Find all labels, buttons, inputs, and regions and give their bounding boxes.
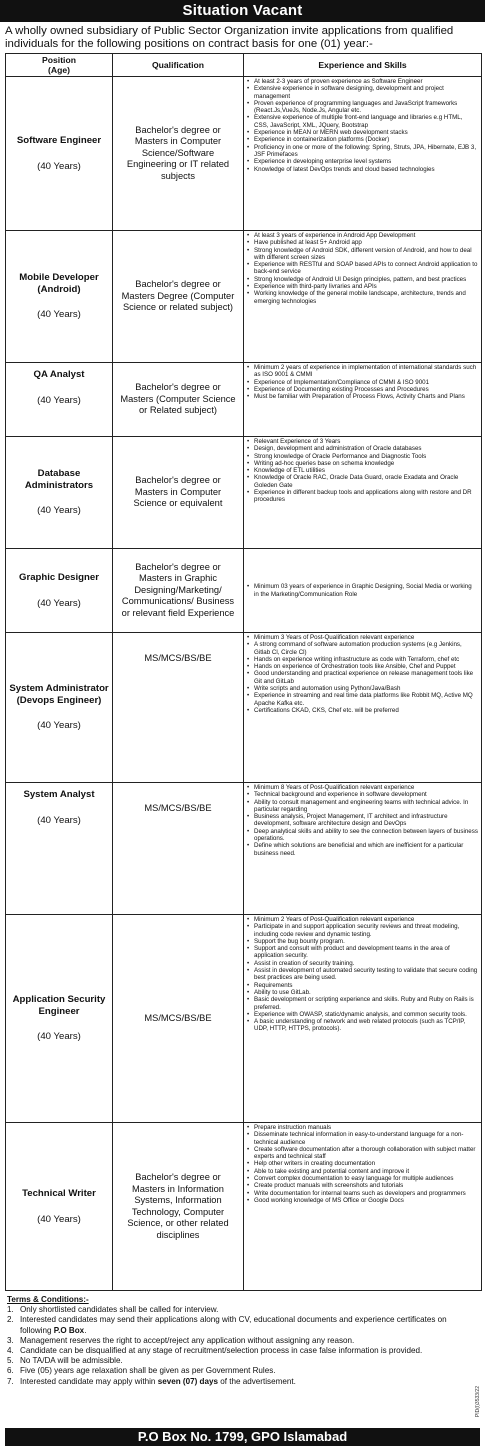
position-cell (6, 633, 113, 783)
experience-cell (244, 231, 482, 363)
skills-list (247, 438, 478, 504)
position-name: QA Analyst (33, 369, 85, 380)
position-age: (40 Years) (37, 1031, 81, 1043)
position-name: Software Engineer (16, 135, 102, 146)
skill-item: • Experience of Implementation/Compliance of CMMI & ISO 9001 (247, 379, 478, 386)
position-age: (40 Years) (37, 1213, 81, 1225)
qualification-cell: Bachelor's degree or Masters (Computer Science or Related subject) (113, 363, 244, 437)
term-number: 4. (7, 1346, 14, 1356)
table-header-row (6, 54, 482, 77)
qualification-cell: Bachelor's degree or Masters in Information Systems, Information Technology, Computer Science, or other related disciplines (113, 1123, 244, 1291)
skill-item: • Create product manuals with screenshots and tutorials (247, 1182, 478, 1189)
term-text: No TA/DA will be admissible. (20, 1356, 123, 1366)
position-cell (6, 915, 113, 1123)
skills-list (247, 634, 478, 714)
qualification-cell: Bachelor's degree or Masters Degree (Computer Science or related subject) (113, 231, 244, 363)
skill-item: • Write documentation for internal teams such as developers and programmers (247, 1190, 478, 1197)
experience-cell (244, 915, 482, 1123)
position-age: (40 Years) (37, 597, 81, 609)
table-row (6, 363, 482, 437)
term-number: 7. (7, 1376, 14, 1386)
skill-item: • Minimum 2 Years of Post-Qualification relevant experience (247, 916, 478, 923)
table-row (6, 915, 482, 1123)
experience-cell (244, 77, 482, 231)
skill-item: • Good working knowledge of MS Office or Google Docs (247, 1197, 478, 1204)
skill-item: • Deep analytical skills and ability to see the connection between layers of business operations. (247, 828, 478, 843)
term-text-tail: of the advertisement. (217, 1376, 296, 1386)
term-number: 5. (7, 1356, 14, 1366)
skill-item: • Participate in and support application security reviews and threat modeling, including code review and dynamic testing. (247, 923, 478, 938)
skill-item: • Create software documentation after a thorough collaboration with subject matter experts and technical staff (247, 1146, 478, 1161)
skill-item: • Experience with third-party livraries and APIs (247, 283, 478, 290)
skill-item: • Convert complex documentation to easy language for multiple audiences (247, 1175, 478, 1182)
skill-item: • Proven experience of programming languages and JavaScript frameworks (React.Js,VueJs, Node.Js, Angular etc. (247, 100, 478, 115)
position-name: Mobile Developer (Android) (19, 272, 99, 295)
skill-item: • Experience in developing enterprise level systems (247, 158, 478, 165)
skill-item: • Minimum 3 Years of Post-Qualification relevant experience (247, 634, 478, 641)
term-item (7, 1315, 479, 1335)
skill-item: • A strong command of software automation production systems (e.g Jenkins, Gitlab Cl, Circle Cl) (247, 641, 478, 656)
publication-code: PID(I)3533/22 (475, 1386, 481, 1418)
skills-list (247, 232, 478, 305)
qualification-cell: Bachelor's degree or Masters in Computer Science or equivalent (113, 437, 244, 549)
skill-item: • Writing ad-hoc queries base on schema knowledge (247, 460, 478, 467)
term-item (7, 1366, 479, 1376)
skills-list (247, 784, 478, 857)
skill-item: • Extensive experience in software designing, development and project management (247, 85, 478, 100)
skill-item: • Disseminate technical information in easy-to-understand language for a non-technical audience (247, 1131, 478, 1146)
term-text: Interested candidates may send their applications along with CV, educational documents and experience certificates on following (20, 1315, 447, 1335)
skill-item: • Hands on experience writing infrastructure as code with Terraform, chef etc (247, 656, 478, 663)
position-cell (6, 363, 113, 437)
position-cell (6, 1123, 113, 1291)
header-qualification: Qualification (113, 54, 244, 77)
skill-item: • Certifications CKAD, CKS, Chef etc. will be preferred (247, 707, 478, 714)
skill-item: • Minimum 8 Years of Post-Qualification relevant experience (247, 784, 478, 791)
term-item (7, 1377, 479, 1387)
table-row (6, 1123, 482, 1291)
position-name: Technical Writer (22, 1188, 96, 1199)
position-cell (6, 437, 113, 549)
table-row (6, 77, 482, 231)
skill-item: • Support the bug bounty program. (247, 938, 478, 945)
skill-item: • Strong knowledge of Oracle Performance and Diagnostic Tools (247, 453, 478, 460)
skill-item: • Have published at least 5+ Android app (247, 239, 478, 246)
skills-list (247, 1124, 478, 1204)
table-row (6, 437, 482, 549)
skill-item: • Prepare instruction manuals (247, 1124, 478, 1131)
skill-item: • Extensive experience of multiple front-end language and libraries e.g HTML, CSS, JavaScript, XML, JQuery, Bootstrap (247, 114, 478, 129)
experience-cell (244, 1123, 482, 1291)
term-emphasis: P.O Box (53, 1325, 85, 1335)
skill-item: • Define which solutions are beneficial and which are inefficient for a particular business need. (247, 842, 478, 857)
position-age: (40 Years) (37, 720, 81, 732)
skill-item: • Experience in different backup tools and applications along with restore and DR procedures (247, 489, 478, 504)
skill-item: • Must be familiar with Preparation of Process Flows, Activity Charts and Plans (247, 393, 478, 400)
skill-item: • Experience with OWASP, static/dynamic analysis, and common security tools. (247, 1011, 478, 1018)
skill-item: • Basic development or scripting experience and skills. Ruby and Ruby on Rails is preferred. (247, 996, 478, 1011)
skill-item: • Knowledge of latest DevOps trends and cloud based technologies (247, 166, 478, 173)
position-age: (40 Years) (37, 394, 81, 406)
skill-item: • Minimum 03 years of experience in Graphic Designing, Social Media or working in the Marketing/Communication Role (247, 583, 478, 598)
skill-item: • Hands on experience of Orchestration tools like Ansible, Chef and Puppet (247, 663, 478, 670)
position-cell (6, 549, 113, 633)
position-name: Database Administrators (24, 468, 94, 491)
page-title: Situation Vacant (0, 0, 485, 22)
term-number: 1. (7, 1305, 14, 1315)
terms-list (7, 1305, 479, 1387)
experience-cell (244, 783, 482, 915)
table-row (6, 633, 482, 783)
qualification-cell: MS/MCS/BS/BE (113, 915, 244, 1123)
qualification-cell: MS/MCS/BS/BE (113, 783, 244, 915)
skill-item: • Experience in MEAN or MERN web development stacks (247, 129, 478, 136)
skill-item: • At least 3 years of experience in Android App Development (247, 232, 478, 239)
skill-item: • Strong knowledge of Android UI Design principles, pattern, and best practices (247, 276, 478, 283)
skill-item: • Write scripts and automation using Python/Java/Bash (247, 685, 478, 692)
position-age: (40 Years) (37, 505, 81, 517)
experience-cell (244, 363, 482, 437)
skill-item: • Experience with RESTful and SOAP based APIs to connect Android application to back-end service (247, 261, 478, 276)
terms-section (0, 1291, 485, 1387)
skill-item: • Experience in containerization platforms (Docker) (247, 136, 478, 143)
skill-item: • Requirements (247, 982, 478, 989)
skill-item: • Assist in development of automated security testing to validate that secure coding best practices are being used. (247, 967, 478, 982)
term-item (7, 1305, 479, 1315)
position-age: (40 Years) (37, 160, 81, 172)
qualification-cell: Bachelor's degree or Masters in Computer Science/Software Engineering or IT related subjects (113, 77, 244, 231)
skill-item: • Design, development and administration of Oracle databases (247, 445, 478, 452)
position-cell (6, 783, 113, 915)
table-row (6, 783, 482, 915)
term-number: 3. (7, 1335, 14, 1345)
skill-item: • Able to take existing and potential content and improve it (247, 1168, 478, 1175)
term-text-tail: . (84, 1325, 87, 1335)
skill-item: • Relevant Experience of 3 Years (247, 438, 478, 445)
skill-item: • Assist in creation of security training. (247, 960, 478, 967)
position-name: Application Security Engineer (12, 994, 106, 1017)
position-name: System Analyst (23, 789, 95, 800)
term-text: Interested candidate may apply within (20, 1376, 158, 1386)
term-number: 6. (7, 1366, 14, 1376)
position-cell (6, 77, 113, 231)
skill-item: • Minimum 2 years of experience in implementation of international standards such as ISO 9001 & CMMI (247, 364, 478, 379)
experience-cell (244, 549, 482, 633)
terms-title: Terms & Conditions:- (7, 1295, 89, 1304)
term-text: Candidate can be disqualified at any stage of recruitment/selection process in case false information is provided. (20, 1346, 423, 1356)
header-experience: Experience and Skills (244, 54, 482, 77)
intro-text: A wholly owned subsidiary of Public Sector Organization invite applications from qualified individuals for the following positions on contract basis for one (01) year:- (5, 25, 454, 50)
skill-item: • Business analysis, Project Management, IT architect and infrastructure development, software architecture design and DevOps (247, 813, 478, 828)
skill-item: • Experience of Documenting existing Processes and Procedures (247, 386, 478, 393)
experience-cell (244, 437, 482, 549)
skill-item: • Ability to use GitLab. (247, 989, 478, 996)
position-name: System Administrator (Devops Engineer) (9, 683, 109, 706)
qualification-cell: Bachelor's degree or Masters in Graphic Designing/Marketing/ Communications/ Business or relevant field Experience (113, 549, 244, 633)
skill-item: • Ability to consult management and engineering teams with technical advice. In particular regarding (247, 799, 478, 814)
skill-item: • Working knowledge of the general mobile landscape, architecture, trends and emerging technologies (247, 290, 478, 305)
footer-address: P.O Box No. 1799, GPO Islamabad (5, 1428, 480, 1446)
position-cell (6, 231, 113, 363)
skill-item: • Strong knowledge of Android SDK, different version of Android, and how to deal with different screen sizes (247, 247, 478, 262)
skill-item: • A basic understanding of network and web related protocols (such as TCP/IP, UDP, HTTP, HTTPS, protocols). (247, 1018, 478, 1033)
skills-list (247, 583, 478, 598)
skill-item: • Technical background and experience in software development (247, 791, 478, 798)
skill-item: • Support and consult with product and development teams in the area of application security. (247, 945, 478, 960)
header-position: Position (Age) (6, 54, 113, 77)
skill-item: • Proficiency in one or more of the following: Spring, Struts, JPA, Hibernate, EJB 3, JSF Primefaces (247, 144, 478, 159)
term-emphasis: seven (07) days (157, 1376, 218, 1386)
position-age: (40 Years) (37, 309, 81, 321)
term-item (7, 1336, 479, 1346)
skill-item: • Help other writers in creating documentation (247, 1160, 478, 1167)
table-row (6, 549, 482, 633)
qualification-cell: MS/MCS/BS/BE (113, 633, 244, 783)
skills-list (247, 364, 478, 400)
term-text: Five (05) years age relaxation shall be given as per Government Rules. (20, 1366, 276, 1376)
skill-item: • Knowledge of Oracle RAC, Oracle Data Guard, oracle Exadata and Oracle Goleden Gate (247, 474, 478, 489)
term-item (7, 1356, 479, 1366)
skills-list (247, 916, 478, 1033)
term-number: 2. (7, 1315, 14, 1325)
term-text: Management reserves the right to accept/reject any application without assigning any reason. (20, 1335, 355, 1345)
skills-list (247, 78, 478, 173)
experience-cell (244, 633, 482, 783)
position-name: Graphic Designer (19, 572, 99, 583)
skill-item: • At least 2-3 years of proven experience as Software Engineer (247, 78, 478, 85)
term-text: Only shortlisted candidates shall be called for interview. (20, 1305, 219, 1315)
skill-item: • Good understanding and practical experience on release management tools like Git and GitLab (247, 670, 478, 685)
positions-table (5, 53, 482, 1291)
table-row (6, 231, 482, 363)
skill-item: • Knowledge of ETL utilities (247, 467, 478, 474)
skill-item: • Experience in streaming and real time data platforms like Robbit MQ, Active MQ Apache Kafka etc. (247, 692, 478, 707)
term-item (7, 1346, 479, 1356)
position-age: (40 Years) (37, 814, 81, 826)
